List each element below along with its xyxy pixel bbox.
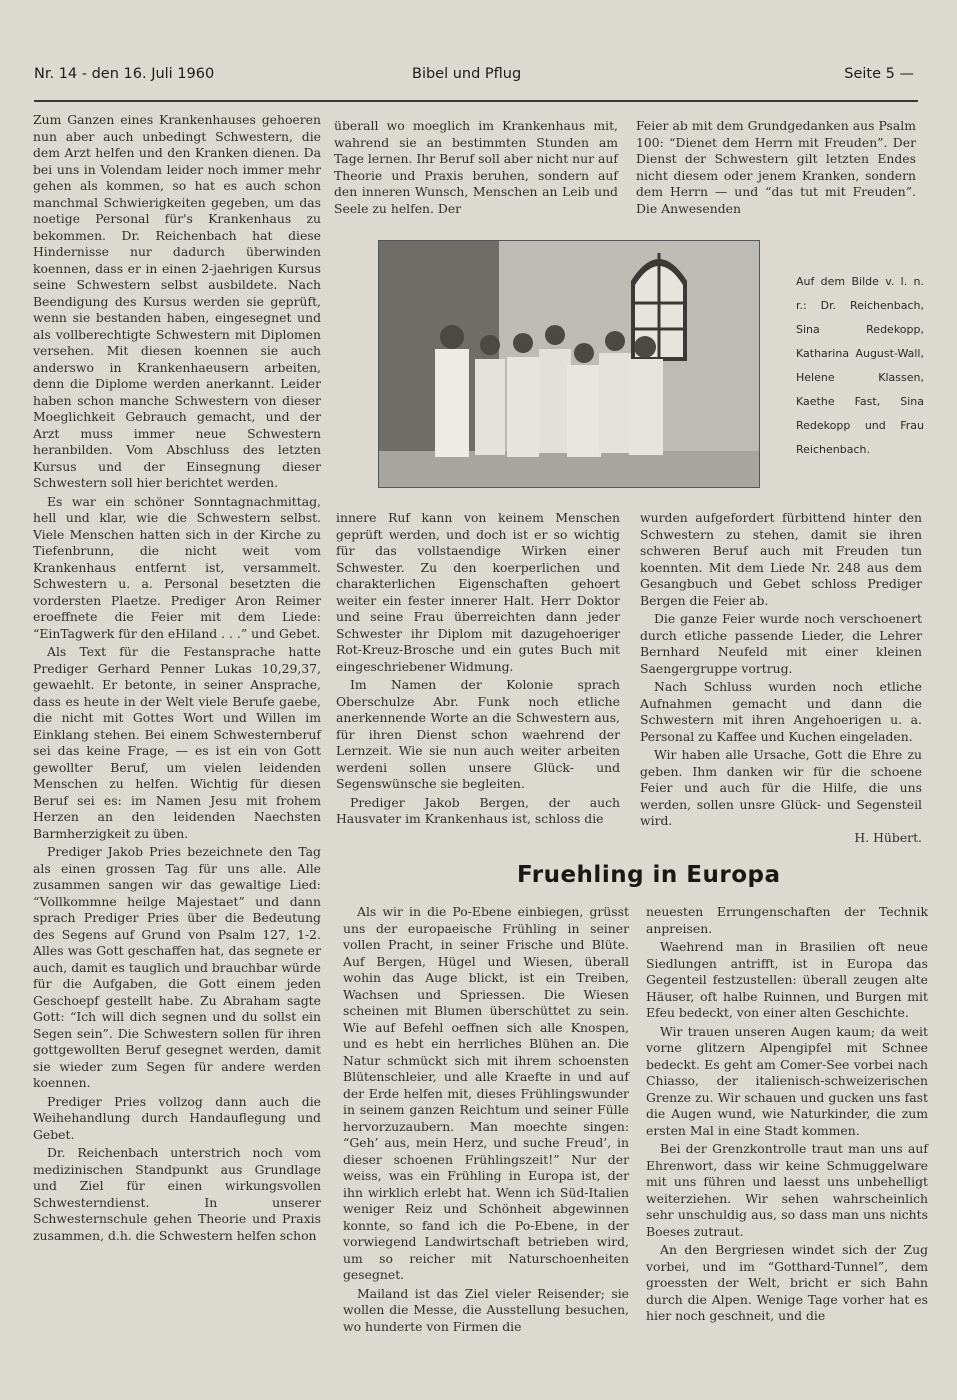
article1-column3-bottom [640,510,922,845]
paragraph: Waehrend man in Brasilien oft neue Siedlungen antrifft, ist in Europa das Gegenteil festzustellen: überall zeugen alte Häuser, oft halbe Ruinnen, und Burgen mit Efeu bedeckt, von einer alten Geschichte. [646,939,928,1020]
paragraph: neuesten Errungenschaften der Technik anpreisen. [646,904,928,936]
page-header [34,66,914,96]
article2-title: Fruehling in Europa [517,862,781,888]
paragraph: Mailand ist das Ziel vieler Reisender; sie wollen die Messe, die Ausstellung besuchen, wo hunderte von Firmen die [343,1285,629,1334]
article2-column3 [646,904,928,1370]
paragraph: Prediger Pries vollzog dann auch die Weihehandlung durch Handauflegung und Gebet. [33,1093,321,1142]
paragraph: Prediger Jakob Pries bezeichnete den Tag als einen grossen Tag für uns alle. Alle zusammen sangen wir das gewaltige Lied: “Vollkommne heilge Majestaet” und dann sprach Prediger Pries über die Bedeutung des Segens auf Grund von Psalm 127, 1-2. Alles was Gott geschaffen hat, das segnete er auch, damit es tauglich und brauchbar würde für die Aufgaben, die Gott einem jeden Geschoepf gestellt habe. Zu Abraham sagte Gott: “Ich will dich segnen und du sollst ein Segen sein”. Die Schwestern sollen für ihren gottgewollten Beruf gesegnet werden, damit sie wieder zum Segen für andere werden koennen. [33,844,321,1090]
paragraph: Wir haben alle Ursache, Gott die Ehre zu geben. Ihm danken wir für die schoene Feier und auch für die Hilfe, die uns werden, sollen unsre Glück- und Segensteil wird. [640,747,922,828]
nurses-group-photo [378,240,760,488]
issue-date: Nr. 14 - den 16. Juli 1960 [34,66,215,82]
paragraph: Wir trauen unseren Augen kaum; da weit vorne glitzern Alpengipfel mit Schnee bedeckt. Es geht am Comer-See vorbei nach Chiasso, der italienisch-schweizerischen Grenze zu. Wir schauen und gucken uns fast die Augen wund, wie Naturkinder, die zum ersten Mal in eine Stadt kommen. [646,1023,928,1138]
page-number: Seite 5 — [844,66,914,82]
article1-column1 [33,112,321,1392]
photo-illustration [379,241,759,487]
paragraph: Bei der Grenzkontrolle traut man uns auf Ehrenwort, dass wir keine Schmuggelware mit uns führen und laesst uns unbehelligt weiterziehen. Wir sehen wahrscheinlich sehr unschuldig aus, so dass man uns nichts Boeses zutraut. [646,1141,928,1239]
paragraph: Im Namen der Kolonie sprach Oberschulze Abr. Funk noch etliche anerkennende Worte an die Schwestern aus, für ihren Dienst schon waehrend der Lernzeit. Wie sie nun auch weiter arbeiten werdeni sollen unsere Glück- und Segenswünsche sie begleiten. [336,677,620,791]
article1-column3-top [636,118,916,222]
photo-caption: Auf dem Bilde v. l. n. r.: Dr. Reichenbach, Sina Redekopp, Katharina August-Wall, Helene Klassen, Kaethe Fast, Sina Redekopp und Frau Reichenbach. [796,275,924,456]
paragraph: Die ganze Feier wurde noch verschoenert durch etliche passende Lieder, die Lehrer Bernhard Neufeld mit einer kleinen Saengergruppe vortrug. [640,611,922,676]
newspaper-name: Bibel und Pflug [412,66,522,82]
paragraph: Als Text für die Festansprache hatte Prediger Gerhard Penner Lukas 10,29,37, gewaehlt. Er betonte, in seiner Ansprache, dass es heute in der Welt viele Berufe gaebe, die nicht mit Gottes Wort und Willen im Einklang stehen. Bei einem Schwesternberuf sei das keine Frage, — es ist ein von Gott gewollter Beruf, um vielen leidenden Menschen zu helfen. Wichtig für diesen Beruf sei es: im Namen Jesu mit frohem Herzen an den leidenden Naechsten Barmherzigkeit zu üben. [33,644,321,841]
paragraph: Dr. Reichenbach unterstrich noch vom medizinischen Standpunkt aus Grundlage und Ziel für einen wirkungsvollen Schwesterndienst. In unserer Schwesternschule gehen Theorie und Praxis zusammen, d.h. die Schwestern helfen schon [33,1145,321,1243]
paragraph: wurden aufgefordert fürbittend hinter den Schwestern zu stehen, damit sie ihren schweren Beruf auch mit Freuden tun koennten. Mit dem Liede Nr. 248 aus dem Gesangbuch und Gebet schloss Prediger Bergen die Feier ab. [640,510,922,608]
article1-column2-bottom [336,510,620,834]
paragraph: Prediger Jakob Bergen, der auch Hausvater im Krankenhaus ist, schloss die [336,794,620,826]
paragraph: An den Bergriesen windet sich der Zug vorbei, und im “Gotthard-Tunnel”, dem groessten der Welt, bricht er sich Bahn durch die Alpen. Wenige Tage vorher hat es hier noch geschneit, und die [646,1242,928,1323]
article2-column2 [343,904,629,1370]
paragraph: innere Ruf kann von keinem Menschen geprüft werden, und doch ist er so wichtig für das vollstaendige Wirken einer Schwester. Zu den koerperlichen und charakterlichen Eigenschaften gehoert weiter ein fester innerer Halt. Herr Doktor und seine Frau überreichten dann jeder Schwester ihr Diplom mit dazugehoeriger Rot-Kreuz-Brosche und ein gutes Buch mit eingeschriebener Widmung. [336,510,620,674]
author-signature: H. Hübert. [854,829,922,845]
paragraph: Es war ein schöner Sonntagnachmittag, hell und klar, wie die Schwestern selbst. Viele Menschen hatten sich in der Kirche zu Tiefenbrunn, die nicht weit vom Krankenhaus entfernt ist, versammelt. Schwestern u. a. Personal besetzten die vordersten Plaetze. Prediger Aron Reimer eroeffnete die Feier mit dem Liede: “EinTagwerk für den eHiland . . .” und Gebet. [33,493,321,641]
header-rule [34,100,918,102]
paragraph: Zum Ganzen eines Krankenhauses gehoeren nun aber auch unbedingt Schwestern, die dem Arzt helfen und den Kranken dienen. Da bei uns in Volendam leider noch immer mehr gehen als kommen, so hat es auch schon manchmal Schwierigkeiten gegeben, um das noetige Personal für's Krankenhaus zu bekommen. Dr. Reichenbach hat diese Hindernisse nur dadurch überwinden koennen, dass er in einen 2-jaehrigen Kursus seine Schwestern selbst ausbildete. Nach Beendigung des Kursus werden sie geprüft, wenn sie bestanden haben, eingesegnet und als vollberechtigte Schwestern mit Diplomen versehen. Mit diesen koennen sie auch anderswo in Krankenhaeusern arbeiten, denn die Diplome werden anerkannt. Leider haben schon manche Schwestern von dieser Moeglichkeit Gebrauch gemacht, und der Arzt muss immer neue Schwestern heranbilden. Vom Abschluss des letzten Kursus und der Einsegnung dieser Schwestern soll hier berichtet werden. [33,112,321,490]
paragraph: überall wo moeglich im Krankenhaus mit, wahrend sie an bestimmten Stunden am Tage lernen. Ihr Beruf soll aber nicht nur auf Theorie und Praxis beruhen, sondern auf den inneren Wunsch, Menschen an Leib und Seele zu helfen. Der [334,118,618,216]
paragraph: Feier ab mit dem Grundgedanken aus Psalm 100: “Dienet dem Herrn mit Freuden”. Der Dienst der Schwestern gilt letzten Endes nicht diesem oder jenem Kranken, sondern dem Herrn — und “das tut mit Freuden”. Die Anwesenden [636,118,916,216]
paragraph: Nach Schluss wurden noch etliche Aufnahmen gemacht und dann die Schwestern mit ihren Angehoerigen u. a. Personal zu Kaffee und Kuchen eingeladen. [640,679,922,744]
article1-column2-top [334,118,618,222]
paragraph: Als wir in die Po-Ebene einbiegen, grüsst uns der europaeische Frühling in seiner vollen Pracht, in seiner Frische und Blüte. Auf Bergen, Hügel und Wiesen, überall wohin das Auge blickt, ist ein Treiben, Wachsen und Spriessen. Die Wiesen scheinen mit Blumen überschüttet zu sein. Wie auf Befehl oeffnen sich alle Knospen, und es hebt ein herrliches Blühen an. Die Natur schmückt sich mit ihrem schoensten Blütenschleier, und alle Kraefte in und auf der Erde helfen mit, dieses Frühlingswunder in seinem ganzen Reichtum und seiner Fülle hervorzuzaubern. Man moechte singen: “Geh’ aus, mein Herz, und suche Freud’, in dieser schoenen Frühlingszeit!” Nur der weiss, was ein Frühling in Europa ist, der ihn wirklich erlebt hat. Wenn ich Süd-Italien weniger Reiz und Schönheit abgewinnen konnte, so fand ich die Po-Ebene, in der vorwiegend Landwirtschaft betrieben wird, um so reicher mit Naturschoenheiten gesegnet. [343,904,629,1282]
